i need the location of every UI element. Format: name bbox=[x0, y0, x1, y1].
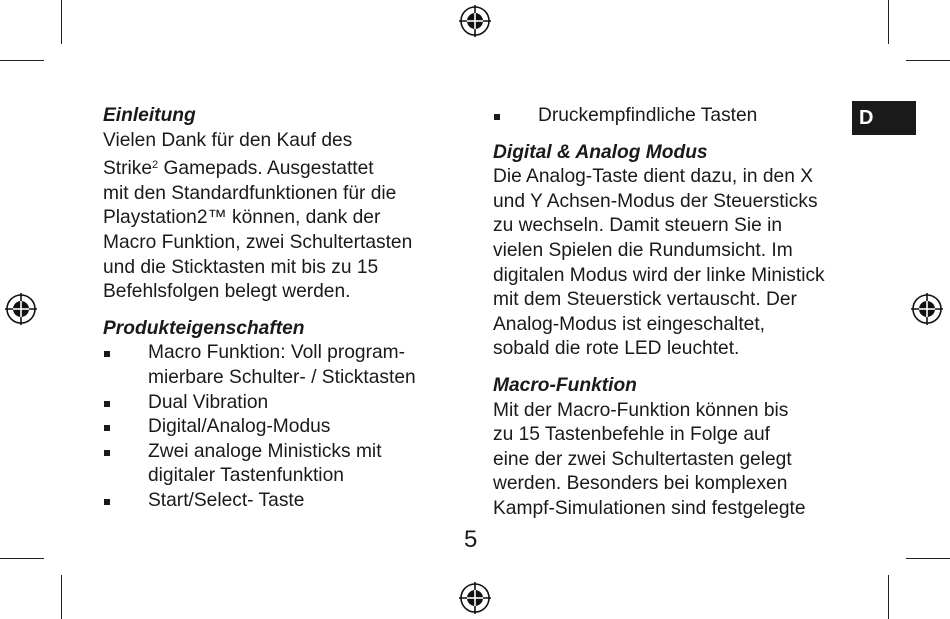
registration-mark-icon bbox=[4, 292, 38, 326]
registration-mark-icon bbox=[458, 581, 492, 615]
crop-mark-icon bbox=[906, 60, 950, 61]
list-item-text: Zwei analoge Ministicks mit bbox=[148, 440, 382, 462]
list-item-text: Digital/Analog-Modus bbox=[148, 416, 331, 438]
crop-mark-icon bbox=[0, 60, 44, 61]
left-column bbox=[103, 104, 448, 514]
features-heading: Produkteigenschaften bbox=[103, 317, 305, 339]
list-item-text: mierbare Schulter- / Sticktasten bbox=[148, 366, 416, 388]
superscript-two: 2 bbox=[152, 159, 159, 172]
crop-mark-icon bbox=[0, 558, 44, 559]
digital-analog-paragraph bbox=[493, 165, 853, 362]
language-tab: D bbox=[852, 101, 916, 135]
intro-line: Strike bbox=[103, 158, 153, 180]
body-line: werden. Besonders bei komplexen bbox=[493, 473, 788, 495]
crop-mark-icon bbox=[61, 575, 62, 619]
macro-heading: Macro-Funktion bbox=[493, 374, 637, 396]
intro-line: Befehlsfolgen belegt werden. bbox=[103, 281, 351, 303]
intro-heading: Einleitung bbox=[103, 105, 196, 126]
body-line: sobald die rote LED leuchtet. bbox=[493, 338, 740, 360]
body-line: digitalen Modus wird der linke Ministick bbox=[493, 264, 825, 286]
list-item bbox=[103, 489, 448, 514]
square-bullet-icon bbox=[104, 499, 110, 505]
body-line: Mit der Macro-Funktion können bis bbox=[493, 399, 789, 421]
body-line: mit dem Steuerstick vertauscht. Der bbox=[493, 289, 797, 311]
list-item bbox=[103, 391, 448, 416]
intro-line: Vielen Dank für den Kauf des bbox=[103, 129, 353, 151]
list-item-text: Start/Select- Taste bbox=[148, 489, 305, 511]
registration-mark-icon bbox=[910, 292, 944, 326]
body-line: Die Analog-Taste dient dazu, in den X bbox=[493, 166, 814, 188]
list-item-text: digitaler Tastenfunktion bbox=[148, 465, 344, 487]
body-line: eine der zwei Schultertasten gelegt bbox=[493, 448, 792, 470]
square-bullet-icon bbox=[104, 450, 110, 456]
square-bullet-icon bbox=[104, 351, 110, 357]
intro-line: Macro Funktion, zwei Schultertasten bbox=[103, 231, 413, 253]
list-item-text: Dual Vibration bbox=[148, 391, 269, 413]
list-item-text: Macro Funktion: Voll program- bbox=[148, 342, 405, 364]
crop-mark-icon bbox=[888, 575, 889, 619]
intro-line: und die Sticktasten mit bis zu 15 bbox=[103, 256, 379, 278]
body-line: zu 15 Tastenbefehle in Folge auf bbox=[493, 424, 770, 446]
page-number: 5 bbox=[464, 526, 478, 553]
square-bullet-icon bbox=[104, 401, 110, 407]
list-item bbox=[493, 104, 853, 129]
features-list-continued bbox=[493, 104, 853, 129]
list-item bbox=[103, 415, 448, 440]
list-item-text: Druckempfindliche Tasten bbox=[538, 105, 758, 126]
body-line: Analog-Modus ist eingeschaltet, bbox=[493, 313, 765, 335]
digital-analog-heading: Digital & Analog Modus bbox=[493, 141, 708, 163]
registration-mark-icon bbox=[458, 4, 492, 38]
square-bullet-icon bbox=[494, 114, 500, 120]
crop-mark-icon bbox=[61, 0, 62, 44]
right-column bbox=[493, 104, 853, 522]
intro-paragraph bbox=[103, 129, 448, 305]
features-list bbox=[103, 341, 448, 513]
body-line: vielen Spielen die Rundumsicht. Im bbox=[493, 239, 793, 261]
list-item bbox=[103, 341, 448, 390]
macro-paragraph bbox=[493, 399, 853, 522]
crop-mark-icon bbox=[906, 558, 950, 559]
crop-mark-icon bbox=[888, 0, 889, 44]
intro-line: Gamepads. Ausgestattet bbox=[158, 158, 374, 180]
intro-line: Playstation2™ können, dank der bbox=[103, 207, 381, 229]
body-line: Kampf-Simulationen sind festgelegte bbox=[493, 497, 806, 519]
square-bullet-icon bbox=[104, 425, 110, 431]
intro-line: mit den Standardfunktionen für die bbox=[103, 182, 397, 204]
list-item bbox=[103, 440, 448, 489]
body-line: und Y Achsen-Modus der Steuersticks bbox=[493, 190, 818, 212]
body-line: zu wechseln. Damit steuern Sie in bbox=[493, 215, 783, 237]
